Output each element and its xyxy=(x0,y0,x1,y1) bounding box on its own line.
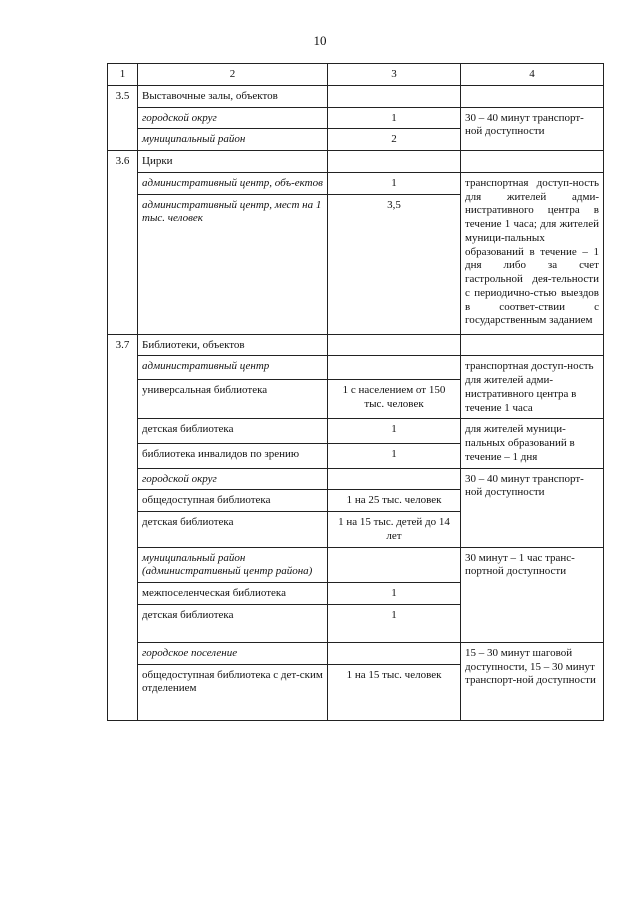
note-cell xyxy=(461,151,604,173)
value-cell xyxy=(328,547,461,583)
row-name: межпоселенческая библиотека xyxy=(138,583,328,605)
table-row xyxy=(108,419,604,444)
standards-table xyxy=(107,63,604,721)
table-row xyxy=(108,107,604,129)
row-name: муниципальный район xyxy=(138,129,328,151)
section-number: 3.7 xyxy=(108,334,138,720)
note-cell: транспортная доступ-ность для жителей адми-нистративного центра в течение 1 часа xyxy=(461,356,604,419)
value-cell xyxy=(328,642,461,664)
value-cell: 3,5 xyxy=(328,194,461,334)
value-cell: 1 xyxy=(328,172,461,194)
section-number: 3.6 xyxy=(108,151,138,335)
table-row xyxy=(108,85,604,107)
value-cell: 1 xyxy=(328,107,461,129)
section-title: Цирки xyxy=(138,151,328,173)
row-name: детская библиотека xyxy=(138,604,328,642)
table-row xyxy=(108,334,604,356)
value-cell xyxy=(328,356,461,380)
value-cell: 1 на 25 тыс. человек xyxy=(328,490,461,512)
value-cell xyxy=(328,85,461,107)
page-number: 10 xyxy=(313,33,327,48)
note-cell: 30 минут – 1 час транс-портной доступности xyxy=(461,547,604,642)
table-row xyxy=(108,642,604,664)
row-name: детская библиотека xyxy=(138,512,328,548)
note-cell: 15 – 30 минут шаговой доступности, 15 – 30 минут транспорт-ной доступности xyxy=(461,642,604,720)
note-cell: транспортная доступ-ность для жителей адми-нистративного центра в течение 1 часа; для жителей муници-пальных образований в течение – 1 дня либо за счет гастрольной дея-тельности с периодично-стью выездов в соответ-ствии с государственным заданием xyxy=(461,172,604,334)
row-name: библиотека инвалидов по зрению xyxy=(138,443,328,468)
note-cell xyxy=(461,334,604,356)
column-header: 3 xyxy=(328,64,461,86)
table-header-row xyxy=(108,64,604,86)
value-cell: 1 с населением от 150 тыс. человек xyxy=(328,380,461,419)
section-title: Выставочные залы, объектов xyxy=(138,85,328,107)
value-cell: 1 xyxy=(328,419,461,444)
row-name: городской округ xyxy=(138,468,328,490)
note-cell xyxy=(461,85,604,107)
row-name: универсальная библиотека xyxy=(138,380,328,419)
value-cell: 1 xyxy=(328,604,461,642)
column-header: 4 xyxy=(461,64,604,86)
value-cell: 1 на 15 тыс. детей до 14 лет xyxy=(328,512,461,548)
value-cell xyxy=(328,334,461,356)
row-name: общедоступная библиотека с дет-ским отделением xyxy=(138,664,328,720)
section-number: 3.5 xyxy=(108,85,138,150)
table-row xyxy=(108,356,604,380)
row-name: городское поселение xyxy=(138,642,328,664)
note-cell: 30 – 40 минут транспорт-ной доступности xyxy=(461,468,604,547)
value-cell xyxy=(328,151,461,173)
row-name: городской округ xyxy=(138,107,328,129)
value-cell: 1 на 15 тыс. человек xyxy=(328,664,461,720)
value-cell: 1 xyxy=(328,583,461,605)
value-cell xyxy=(328,468,461,490)
table-row xyxy=(108,547,604,583)
row-name: административный центр, мест на 1 тыс. человек xyxy=(138,194,328,334)
column-header: 1 xyxy=(108,64,138,86)
row-name: муниципальный район (административный центр района) xyxy=(138,547,328,583)
row-name: детская библиотека xyxy=(138,419,328,444)
table-row xyxy=(108,468,604,490)
note-cell: 30 – 40 минут транспорт-ной доступности xyxy=(461,107,604,151)
table-row xyxy=(108,151,604,173)
note-cell: для жителей муници-пальных образований в течение – 1 дня xyxy=(461,419,604,468)
row-name: административный центр xyxy=(138,356,328,380)
value-cell: 1 xyxy=(328,443,461,468)
section-title: Библиотеки, объектов xyxy=(138,334,328,356)
row-name: общедоступная библиотека xyxy=(138,490,328,512)
value-cell: 2 xyxy=(328,129,461,151)
column-header: 2 xyxy=(138,64,328,86)
table-row xyxy=(108,172,604,194)
row-name: административный центр, объ-ектов xyxy=(138,172,328,194)
